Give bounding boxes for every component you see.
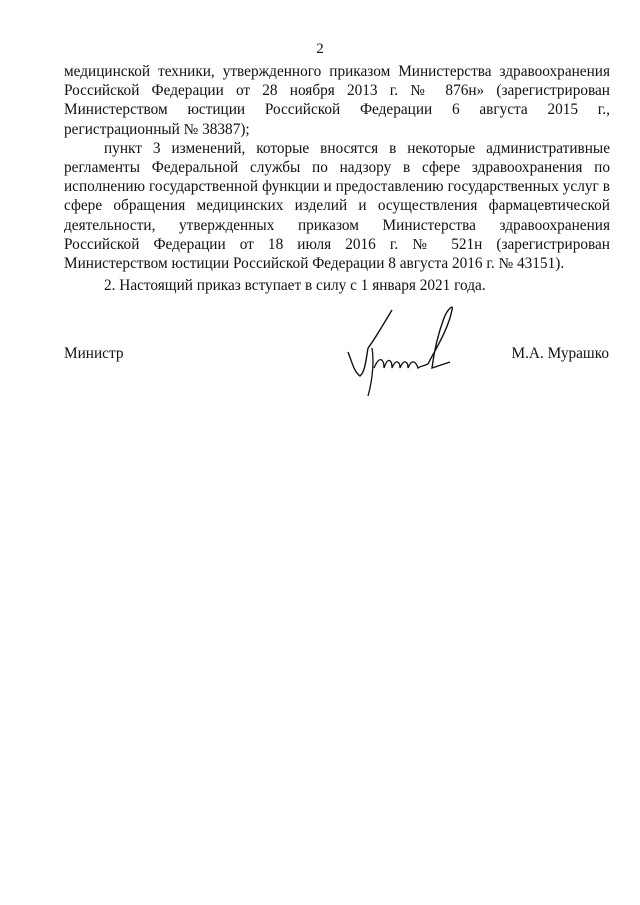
- page-number: 2: [316, 41, 324, 57]
- document-body: [64, 62, 610, 295]
- handwritten-signature: [340, 300, 460, 400]
- paragraph-point-3: пункт 3 изменений, которые вносятся в некоторые административные регламенты Федеральной службы по надзору в сфере здравоохранения по исполнению государственной функции и предоставлению государственных услуг в сфере обращения медицинских изделий и осуществления фармацевтической деятельности, утвержденных приказом Министерства здравоохранения Российской Федерации от 18 июля 2016 г. № 521н (зарегистрирован Министерством юстиции Российской Федерации 8 августа 2016 г. № 43151).: [64, 139, 610, 273]
- signatory-title: Министр: [64, 345, 124, 362]
- paragraph-item-2: 2. Настоящий приказ вступает в силу с 1 января 2021 года.: [104, 277, 486, 295]
- paragraph-continuation: медицинской техники, утвержденного приказом Министерства здравоохранения Российской Федерации от 28 ноября 2013 г. № 876н» (зарегистрирован Министерством юстиции Российской Федерации 6 августа 2015 г., регистрационный № 38387);: [64, 63, 610, 138]
- signatory-name: М.А. Мурашко: [511, 345, 609, 362]
